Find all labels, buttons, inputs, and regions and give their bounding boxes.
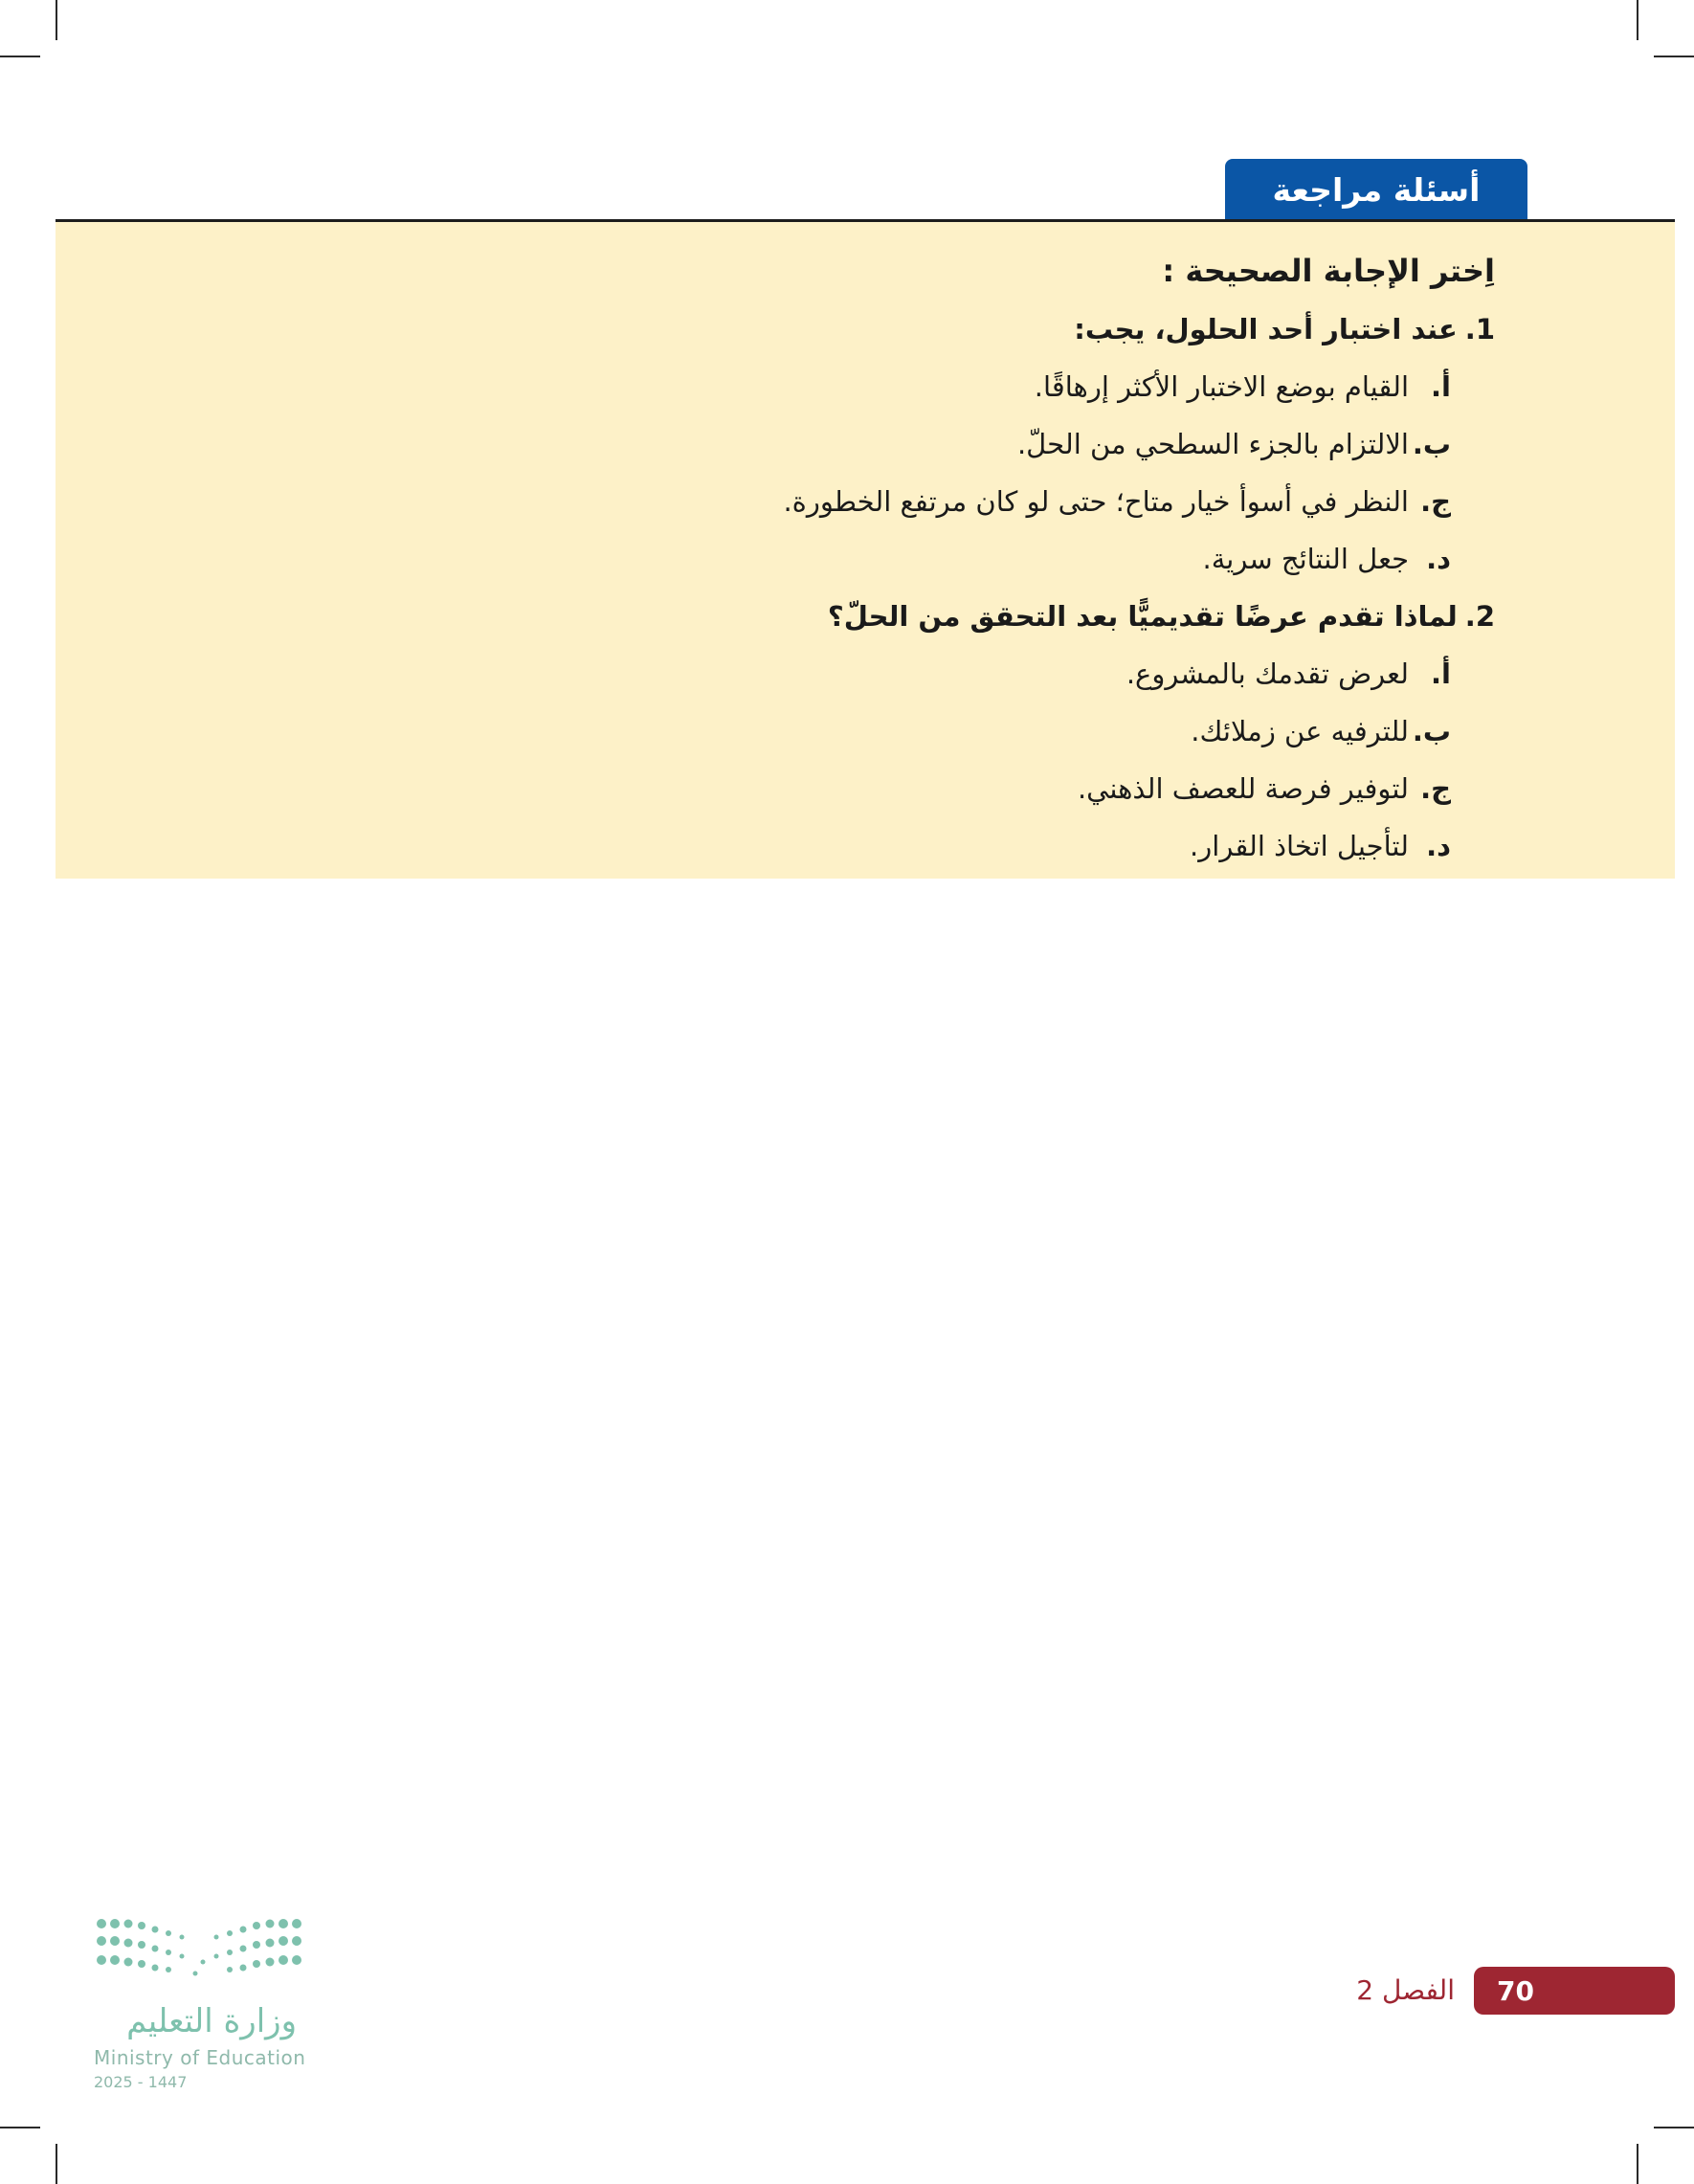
- question-text: عند اختبار أحد الحلول، يجب:: [1074, 313, 1458, 345]
- option-text: النظر في أسوأ خيار متاح؛ حتى لو كان مرتفع الخطورة.: [783, 485, 1409, 518]
- option-text: لعرض تقدمك بالمشروع.: [1126, 657, 1409, 690]
- option-text: للترفيه عن زملائك.: [1191, 715, 1409, 747]
- option-d: [155, 817, 1495, 875]
- ministry-name-en: Ministry of Education: [94, 2046, 306, 2069]
- option-c: [155, 760, 1495, 817]
- option-c: [155, 473, 1495, 530]
- option-text: لتوفير فرصة للعصف الذهني.: [1077, 772, 1409, 805]
- question-2: [155, 588, 1495, 875]
- option-text: جعل النتائج سرية.: [1202, 543, 1409, 575]
- section-title: أسئلة مراجعة: [1225, 159, 1527, 220]
- crop-mark: [0, 56, 40, 57]
- question-number: 2.: [1464, 600, 1495, 633]
- ministry-logo-dots-icon: [94, 1914, 304, 1981]
- review-questions: [155, 241, 1495, 875]
- crop-mark: [1637, 0, 1638, 40]
- option-a: [155, 645, 1495, 702]
- option-letter: د.: [1426, 830, 1451, 862]
- ministry-logo: [94, 1914, 314, 2106]
- option-letter: ج.: [1420, 772, 1451, 805]
- option-letter: ب.: [1412, 715, 1451, 747]
- option-letter: ج.: [1420, 485, 1451, 518]
- option-text: القيام بوضع الاختبار الأكثر إرهاقًا.: [1034, 370, 1409, 403]
- crop-mark: [1654, 2127, 1694, 2128]
- crop-mark: [56, 0, 57, 40]
- ministry-name-ar: وزارة التعليم: [126, 2002, 297, 2040]
- ministry-year: 2025 - 1447: [94, 2073, 188, 2091]
- question-number: 1.: [1464, 313, 1495, 345]
- option-b: [155, 702, 1495, 760]
- chapter-label: الفصل 2: [1356, 1974, 1455, 2006]
- crop-mark: [56, 2144, 57, 2184]
- crop-mark: [1637, 2144, 1638, 2184]
- option-d: [155, 530, 1495, 588]
- crop-mark: [0, 2127, 40, 2128]
- question-text: لماذا تقدم عرضًا تقديميًّا بعد التحقق من الحلّ؟: [827, 600, 1458, 633]
- option-text: الالتزام بالجزء السطحي من الحلّ.: [1016, 428, 1409, 460]
- instruction: اِختر الإجابة الصحيحة :: [1162, 253, 1495, 289]
- option-letter: أ.: [1431, 370, 1451, 403]
- question-1: [155, 301, 1495, 588]
- option-b: [155, 415, 1495, 473]
- option-letter: أ.: [1431, 657, 1451, 690]
- option-text: لتأجيل اتخاذ القرار.: [1190, 830, 1409, 862]
- page-number: 70: [1474, 1967, 1675, 2015]
- option-a: [155, 358, 1495, 415]
- crop-mark: [1654, 56, 1694, 57]
- option-letter: ب.: [1412, 428, 1451, 460]
- option-letter: د.: [1426, 543, 1451, 575]
